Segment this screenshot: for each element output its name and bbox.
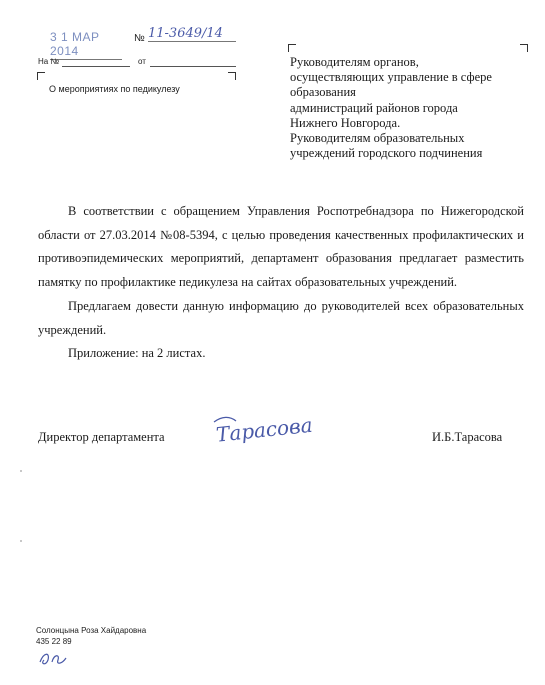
registration-date-stamp: 3 1 МАР 2014	[50, 30, 122, 60]
svg-text:Тарасова: Тарасова	[214, 412, 314, 447]
executor-block	[36, 625, 146, 647]
scan-mark	[20, 470, 22, 472]
reply-to-date-line	[150, 56, 236, 67]
executor-initials-mark	[36, 648, 86, 668]
body-paragraph-1: В соответствии с обращением Управления Роспотребнадзора по Нижегородской области от 27.03.2014 №08-5394, с целью проведения качественных профилактических и противоэпидемических мероприятий, департамент образования предлагает разместить памятку по профилактике педикулеза на сайтах образовательных учреждений.	[38, 204, 524, 290]
reply-to-date-label: от	[138, 57, 146, 66]
recipient-line: Нижнего Новгорода.	[290, 115, 401, 130]
number-sign: №	[134, 33, 145, 44]
outgoing-number-handwritten: 11-3649/14	[148, 26, 236, 42]
signatory-title: Директор департамента	[38, 430, 165, 444]
recipient-line: образования	[290, 85, 356, 100]
letter-subject: О мероприятиях по педикулезу	[49, 84, 180, 94]
recipient-bracket-left	[288, 44, 296, 52]
reply-to-number-line	[62, 56, 130, 67]
recipient-block	[290, 55, 520, 161]
recipient-line: осуществляющих управление в сфере	[290, 70, 492, 85]
recipient-line: Руководителям образовательных	[290, 131, 465, 146]
scan-mark	[20, 540, 22, 542]
executor-name: Солонцына Роза Хайдаровна	[36, 626, 147, 635]
letter-body	[38, 200, 524, 366]
attachment-note: Приложение: на 2 листах.	[68, 346, 206, 361]
recipient-bracket-right	[520, 44, 528, 52]
reply-to-number-label: На №	[38, 57, 60, 66]
recipient-line: Руководителям органов,	[290, 55, 419, 69]
body-paragraph-2: Предлагаем довести данную информацию до руководителей всех образовательных учреждений.	[38, 298, 524, 337]
recipient-line: учреждений городского подчинения	[290, 146, 483, 161]
subject-bracket-right	[228, 72, 236, 80]
recipient-line: администраций районов города	[290, 100, 458, 115]
signatory-name: И.Б.Тарасова	[432, 430, 503, 444]
subject-bracket-left	[37, 72, 45, 80]
executor-phone: 435 22 89	[36, 637, 72, 646]
handwritten-signature	[212, 412, 332, 448]
